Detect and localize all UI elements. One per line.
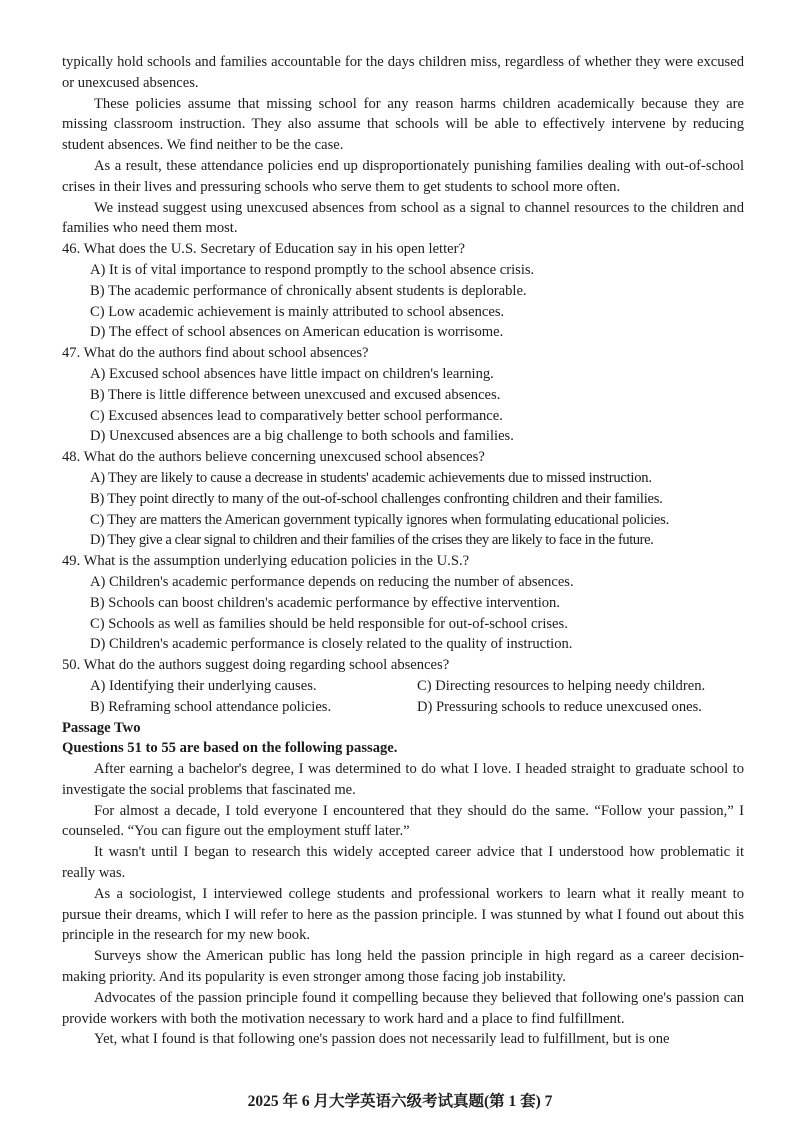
option-b: B) They point directly to many of the out-of-school challenges confronting children and their families. (90, 490, 663, 507)
option-c: C) Excused absences lead to comparatively better school performance. (90, 407, 503, 424)
question-stem: 50. What do the authors suggest doing regarding school absences? (62, 657, 450, 674)
question-stem: 48. What do the authors believe concerning unexcused school absences? (62, 449, 485, 466)
option-b: B) There is little difference between unexcused and excused absences. (90, 386, 501, 403)
passage-paragraph: These policies assume that missing school for any reason harms children academically because they are missing classroom instruction. They also assume that schools will be able to effectively intervene by reducing student absences. We find neither to be the case. (62, 95, 744, 154)
option-c: C) Low academic achievement is mainly attributed to school absences. (90, 303, 505, 320)
option-d: D) Children's academic performance is closely related to the quality of instruction. (90, 636, 573, 653)
option-c: C) Directing resources to helping needy children. (417, 677, 706, 694)
option-b: B) Reframing school attendance policies. (90, 698, 332, 715)
passage-one-tail (62, 52, 744, 239)
option-d: D) Unexcused absences are a big challenge to both schools and families. (90, 428, 514, 445)
option-d: D) The effect of school absences on American education is worrisome. (90, 324, 504, 341)
option-b: B) Schools can boost children's academic performance by effective intervention. (90, 594, 560, 611)
option-a: A) They are likely to cause a decrease in students' academic achievements due to missed instruction. (90, 469, 652, 486)
option-a: A) Identifying their underlying causes. (90, 677, 317, 694)
option-c: C) Schools as well as families should be held responsible for out-of-school crises. (90, 615, 568, 632)
option-c: C) They are matters the American government typically ignores when formulating educational policies. (90, 511, 669, 528)
passage-title: Passage Two (62, 719, 141, 736)
question-48 (62, 447, 744, 551)
option-b: B) The academic performance of chronically absent students is deplorable. (90, 282, 527, 299)
page-footer: 2025 年 6 月大学英语六级考试真题(第 1 套) 7 (247, 1093, 553, 1110)
question-stem: 49. What is the assumption underlying education policies in the U.S.? (62, 553, 470, 570)
passage-paragraph: Advocates of the passion principle found it compelling because they believed that following one's passion can provide workers with both the motivation necessary to work hard and a place to find fulfillment. (62, 989, 744, 1027)
passage-paragraph: For almost a decade, I told everyone I encountered that they should do the same. “Follow your passion,” I counseled. “You can figure out the employment stuff later.” (62, 802, 744, 840)
question-46 (62, 239, 744, 343)
passage-paragraph: It wasn't until I began to research this widely accepted career advice that I understood how problematic it really was. (62, 844, 744, 882)
option-d: D) They give a clear signal to children and their families of the crises they are likely to face in the future. (90, 532, 654, 549)
passage-paragraph: As a result, these attendance policies end up disproportionately punishing families dealing with out-of-school crises in their lives and pressuring schools who serve them to get students to school more often. (62, 157, 744, 195)
option-a: A) Excused school absences have little impact on children's learning. (90, 365, 494, 382)
question-stem: 47. What do the authors find about school absences? (62, 345, 369, 362)
passage-paragraph: After earning a bachelor's degree, I was determined to do what I love. I headed straight to graduate school to investigate the social problems that fascinated me. (62, 761, 744, 798)
passage-two (62, 718, 744, 1051)
passage-instruction: Questions 51 to 55 are based on the following passage. (62, 740, 398, 757)
option-a: A) Children's academic performance depends on reducing the number of absences. (90, 573, 574, 590)
question-47 (62, 343, 744, 447)
passage-paragraph: Surveys show the American public has long held the passion principle in high regard as a career decision-making priority. And its popularity is even stronger among those facing job instability. (62, 948, 744, 986)
question-49 (62, 551, 744, 655)
question-50 (62, 655, 744, 717)
passage-paragraph: We instead suggest using unexcused absences from school as a signal to channel resources to the children and families who need them most. (62, 199, 744, 237)
passage-paragraph-continued: typically hold schools and families accountable for the days children miss, regardless of whether they were excused or unexcused absences. (62, 54, 744, 91)
option-d: D) Pressuring schools to reduce unexcused ones. (417, 698, 702, 715)
option-a: A) It is of vital importance to respond promptly to the school absence crisis. (90, 261, 535, 278)
passage-paragraph: As a sociologist, I interviewed college students and professional workers to learn what it really meant to pursue their dreams, which I will refer to here as the passion principle. I was stunned by what I found out about this principle in the research for my new book. (62, 885, 744, 944)
passage-paragraph: Yet, what I found is that following one's passion does not necessarily lead to fulfillment, but is one (94, 1031, 670, 1048)
question-stem: 46. What does the U.S. Secretary of Education say in his open letter? (62, 241, 465, 258)
